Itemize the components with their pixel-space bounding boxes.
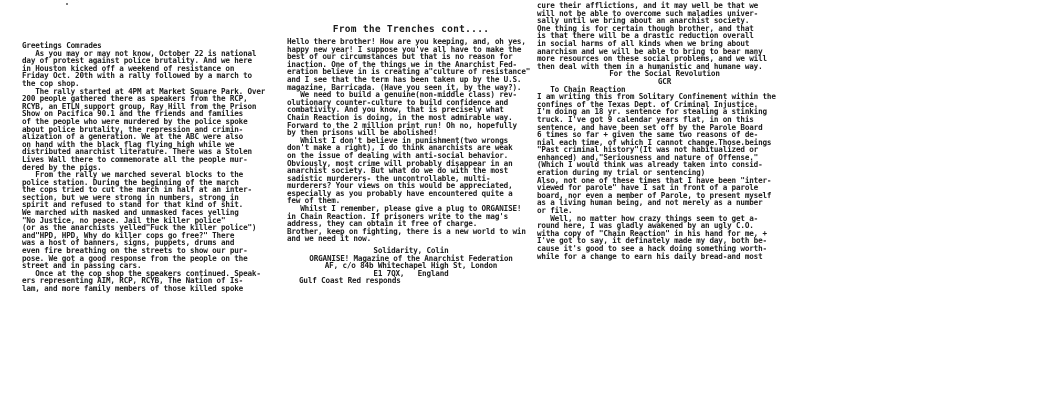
text-line: lam, and more family members of those killed spoke: [22, 284, 244, 293]
section-title: From the Trenches cont....: [332, 24, 490, 35]
signature-line: AF, c/o 84b Whitechapel High St, London: [324, 261, 498, 271]
text-line: Obviously, most crime will probably disappear in an: [287, 158, 513, 168]
text-line: then deal with them in a humanistic and humane way.: [537, 61, 763, 71]
text-line: don't make a right), I do think anarchists are weak: [287, 143, 513, 153]
text-line: Whilst I remember, please give a plug to ORGANISE!: [287, 204, 522, 214]
text-line: sentence, and have been set off by the Parole Board: [537, 122, 763, 132]
text-line: ers representing AIM, RCP, RCYB, The Nation of Is-: [22, 276, 244, 286]
text-line: alization of a generation. We at the ABC were also: [22, 132, 244, 142]
text-line: section, but we were strong in numbers, strong in: [22, 192, 239, 202]
text-line: magazine, Barricada. (Have you seen it, by the way?).: [287, 82, 522, 92]
text-line: the cop shop.: [22, 78, 80, 88]
text-line: RCYB, an ETLN support group, Ray Hill from the Prison: [22, 101, 257, 111]
text-line: eration during my trial or sentencing): [537, 168, 706, 178]
text-line: day of protest against police brutality. And we here: [22, 56, 252, 66]
text-line: eration believe in is creating a"culture of resistance": [287, 67, 531, 77]
letter-to-chain-reaction: [537, 86, 792, 261]
text-line: and"HPD, HPD, Why do killer cops go free?" There: [22, 230, 235, 240]
signature-block-colin: [287, 247, 535, 277]
text-line: sally until we bring about an anarchist society.: [537, 16, 750, 26]
text-line: I've got to say, it definately made my day, both be-: [537, 236, 767, 246]
text-line: and we need it now.: [287, 234, 372, 244]
text-line: round here, I was gladly awakened by an ugly C.O.: [537, 221, 754, 231]
column-gcr-response: [537, 2, 792, 260]
text-line: To Chain Reaction: [537, 84, 626, 94]
text-line: witha copy of "Chain Reaction" in his hand for me, +: [537, 228, 767, 238]
text-line: by then prisons will be abolished!: [287, 128, 438, 138]
text-line: Brother, keep on fighting, there is a new world to win: [287, 226, 526, 236]
text-line: olutionary counter-culture to build confidence and: [287, 97, 509, 107]
text-line: We marched with masked and unmasked faces yelling: [22, 208, 239, 218]
text-line: anarchism and we will be able to bring to bear many: [537, 46, 763, 56]
text-line: Friday Oct. 20th with a rally followed by a march to: [22, 71, 252, 81]
text-line: Also, not one of these times that I have been "inter-: [537, 175, 772, 185]
scan-speck: [66, 3, 68, 5]
text-line: and I see that the term has been taken up by the U.S.: [287, 74, 522, 84]
column-3-text: [537, 2, 792, 70]
text-line: murderers? Your views on this would be appreciated,: [287, 181, 513, 191]
column-1-text: [22, 42, 278, 293]
text-line: about police brutality, the repression and crimin-: [22, 124, 244, 134]
signature-line: Solidarity, Colin: [373, 246, 449, 256]
text-line: board, nor even a member of Parole, to present myself: [537, 190, 772, 200]
text-line: in Houston kicked off a weekend of resistance on: [22, 63, 235, 73]
text-line: few of them.: [287, 196, 341, 206]
text-line: nial each time, of which I cannot change.Those.beings: [537, 137, 772, 147]
text-line: I am writing this from Solitary Confinement within the: [537, 92, 776, 102]
text-line: while for a change to earn his daily bread-and most: [537, 251, 763, 261]
text-line: Greetings Comrades: [22, 41, 102, 50]
column-2-text: [287, 38, 535, 243]
signature-line: ORGANISE! Magazine of the Anarchist Federation: [309, 253, 513, 263]
text-line: in Chain Reaction. If prisoners write to the mag's: [287, 211, 509, 221]
text-line: pose. We got a good response from the people on the: [22, 253, 248, 263]
text-line: Forward to the 2 million print run! Oh no, hopefully: [287, 120, 517, 130]
text-line: Lives Wall there to commemorate all the people mur-: [22, 154, 248, 164]
text-line: Whilst I don't believe in punishment(two wrongs: [287, 135, 509, 145]
text-line: 6 times so far + given the same two reasons of de-: [537, 130, 759, 140]
text-line: will not be able to overcome such maladies univer-: [537, 8, 759, 18]
text-line: the cops tried to cut the march in half at an inter-: [22, 185, 252, 195]
text-line: Once at the cop shop the speakers continued. Speak-: [22, 268, 261, 278]
text-line: confines of the Texas Dept. of Criminal Injustice.: [537, 99, 759, 109]
text-line: distributed anarchist literature. There was a Stolen: [22, 147, 252, 157]
text-line: more resources on these social problems, and we will: [537, 54, 767, 64]
text-line: of the people who were murdered by the police spoke: [22, 116, 248, 126]
text-line: As you may or may not know, October 22 is national: [22, 48, 257, 58]
text-line: Hello there brother! How are you keeping, and, oh yes,: [287, 37, 526, 46]
text-line: sadistic murderers- the uncontrollable, multi-: [287, 173, 491, 183]
text-line: The rally started at 4PM at Market Square Park. Over: [22, 86, 266, 96]
signature-line: E1 7QX, England: [373, 268, 449, 278]
text-line: Well, no matter how crazy things seem to get a-: [537, 213, 759, 223]
text-line: happy new year! I suppose you've all have to make the: [287, 44, 522, 54]
text-line: police station. During the beginning of the march: [22, 177, 239, 187]
text-line: inaction. One of the things we in the Anarchist Fed-: [287, 59, 517, 69]
text-line: "No Justice, no peace. Jail the killer police": [22, 215, 226, 225]
text-line: combativity. And you know, that is precisely what: [287, 105, 504, 115]
text-line: From the rally we marched several blocks to the: [22, 170, 244, 180]
text-line: on hand with the black flag flying high while we: [22, 139, 235, 149]
text-line: dered by the pigs.: [22, 162, 102, 172]
text-line: 200 people gathered there as speakers from the RCP,: [22, 94, 248, 104]
text-line: viewed for parole" have I sat in front of a parole: [537, 183, 759, 193]
signature-line: GCR: [657, 76, 672, 86]
column-greetings-comrades: [22, 42, 278, 293]
text-line: (Which I would think was already taken into consid-: [537, 160, 763, 170]
text-line: address, they can obtain it free of charge.: [287, 219, 478, 229]
text-line: as a living human being, and not merely as a number: [537, 198, 763, 208]
text-line: best of our circumstances but that is no reason for: [287, 52, 513, 62]
text-line: "Past criminal history"(It was not habitualized or: [537, 145, 759, 155]
text-line: in social harms of all kinds when we bring about: [537, 38, 750, 48]
signature-block-gcr: [537, 70, 792, 85]
text-line: enhanced) and,"Seriousness and nature of Offense.": [537, 152, 759, 162]
text-line: was a host of banners, signs, puppets, drums and: [22, 238, 235, 248]
text-line: We need to build a genuine(non-middle class) rev-: [287, 90, 517, 100]
text-line: street and in passing cars.: [22, 261, 142, 271]
response-heading: Gulf Coast Red responds: [299, 276, 401, 286]
text-line: especially as you probably have encountered quite a: [287, 188, 513, 198]
text-line: Chain Reaction is doing, in the most admirable way.: [287, 112, 513, 122]
text-line: One thing is for certain though brother, and that: [537, 23, 754, 33]
text-line: or file.: [537, 206, 573, 216]
text-line: is that there will be a drastic reduction overall: [537, 31, 754, 41]
text-line: I'm doing an 18 yr. sentence for stealing a stinking: [537, 107, 767, 117]
text-line: Show on Pacifica 90.1 and the friends and families: [22, 109, 244, 119]
text-line: truck. I've got 9 calendar years flat, in on this: [537, 114, 754, 124]
text-line: on the issue of dealing with anti-social behavior.: [287, 150, 509, 160]
text-line: anarchist society. But what do we do with the most: [287, 166, 509, 176]
text-line: spirit and refused to stand for that kind of shit.: [22, 200, 244, 210]
text-line: cure their afflictions, and it may well be that we: [537, 1, 759, 10]
text-line: even fire breathing on the streets to show our pur-: [22, 246, 248, 256]
text-line: (or as the anarchists yelled"Fuck the killer police"): [22, 223, 257, 233]
signature-line: For the Social Revolution: [609, 69, 720, 79]
column-from-the-trenches: [287, 24, 535, 285]
text-line: cause it's good to see a hack doing something worth-: [537, 244, 767, 253]
